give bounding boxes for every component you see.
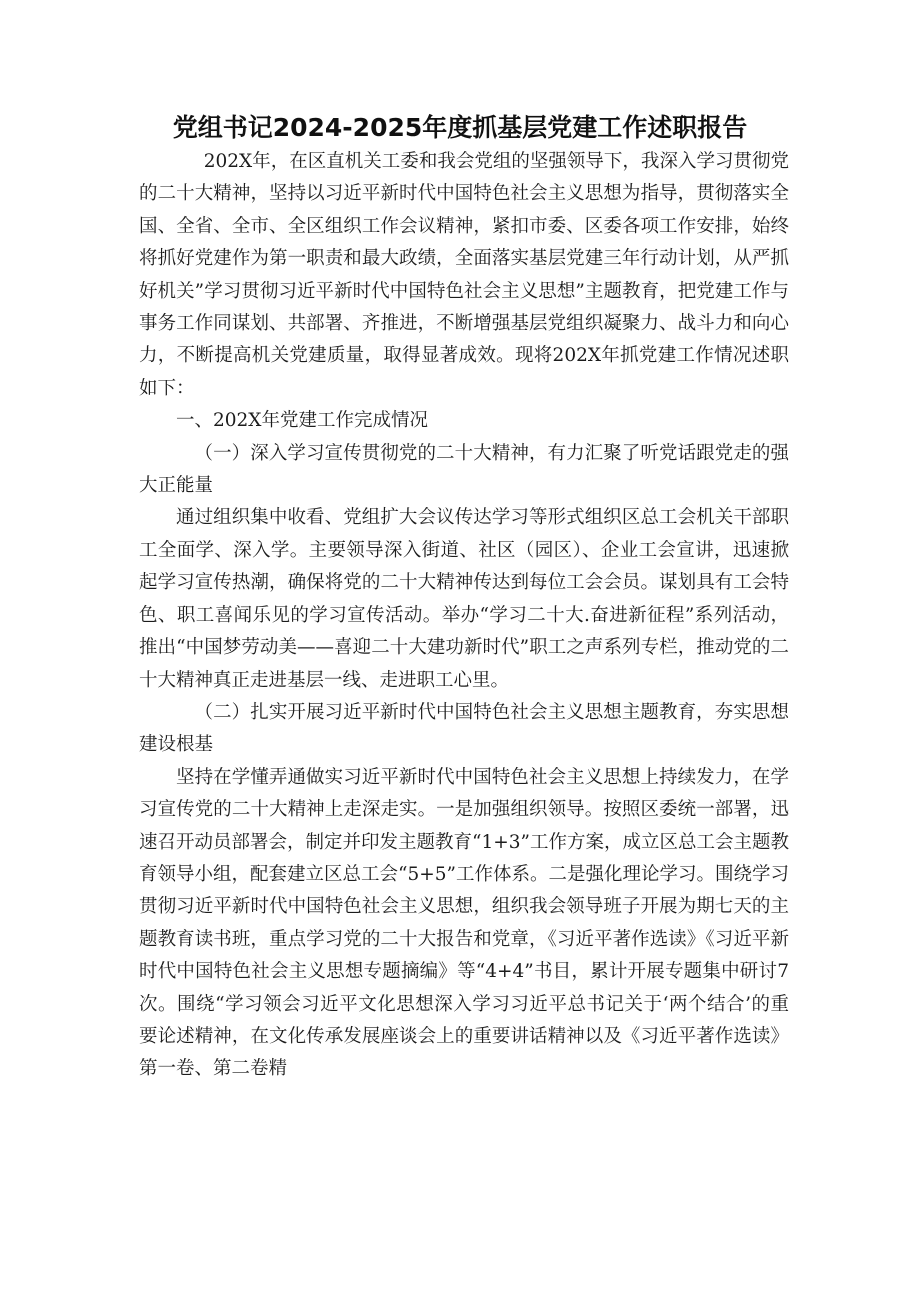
section-heading: 一、202X年党建工作完成情况	[176, 410, 428, 432]
body-paragraph: 通过组织集中收看、党组扩大会议传达学习等形式组织区总工会机关干部职工全面学、深入学。主要领导深入街道、社区（园区）、企业工会宣讲，迅速掀起学习宣传热潮，确保将党的二十大精神传达到每位工会会员。谋划具有工会特色、职工喜闻乐见的学习宣传活动。举办“学习二十大.奋进新征程”系列活动，推出“中国梦劳动美——喜迎二十大建功新时代”职工之声系列专栏，推动党的二十大精神真正走进基层一线、走进职工心里。	[139, 507, 789, 691]
body-paragraph: 坚持在学懂弄通做实习近平新时代中国特色社会主义思想上持续发力，在学习宣传党的二十大精神上走深走实。一是加强组织领导。按照区委统一部署，迅速召开动员部署会，制定并印发主题教育“1+3”工作方案，成立区总工会主题教育领导小组，配套建立区总工会“5+5”工作体系。二是强化理论学习。围绕学习贯彻习近平新时代中国特色社会主义思想，组织我会领导班子开展为期七天的主题教育读书班，重点学习党的二十大报告和党章，《习近平著作选读》《习近平新时代中国特色社会主义思想专题摘编》等“4+4”书目，累计开展专题集中研讨7次。围绕“学习领会习近平文化思想深入学习习近平总书记关于‘两个结合’的重要论述精神，在文化传承发展座谈会上的重要讲话精神以及《习近平著作选读》第一卷、第二卷精	[139, 766, 789, 1080]
subsection-heading: （二）扎实开展习近平新时代中国特色社会主义思想主题教育，夯实思想建设根基	[139, 701, 789, 756]
document-body	[139, 146, 789, 1086]
subsection-heading: （一）深入学习宣传贯彻党的二十大精神，有力汇聚了听党话跟党走的强大正能量	[139, 442, 789, 497]
intro-paragraph: 202X年，在区直机关工委和我会党组的坚强领导下，我深入学习贯彻党的二十大精神，坚持以习近平新时代中国特色社会主义思想为指导，贯彻落实全国、全省、全市、全区组织工作会议精神，紧扣市委、区委各项工作安排，始终将抓好党建作为第一职责和最大政绩，全面落实基层党建三年行动计划，从严抓好机关”学习贯彻习近平新时代中国特色社会主义思想”主题教育，把党建工作与事务工作同谋划、共部署、齐推进，不断增强基层党组织凝聚力、战斗力和向心力，不断提高机关党建质量，取得显著成效。现将202X年抓党建工作情况述职如下：	[139, 151, 789, 399]
document-title: 党组书记2024-2025年度抓基层党建工作述职报告	[172, 113, 748, 142]
